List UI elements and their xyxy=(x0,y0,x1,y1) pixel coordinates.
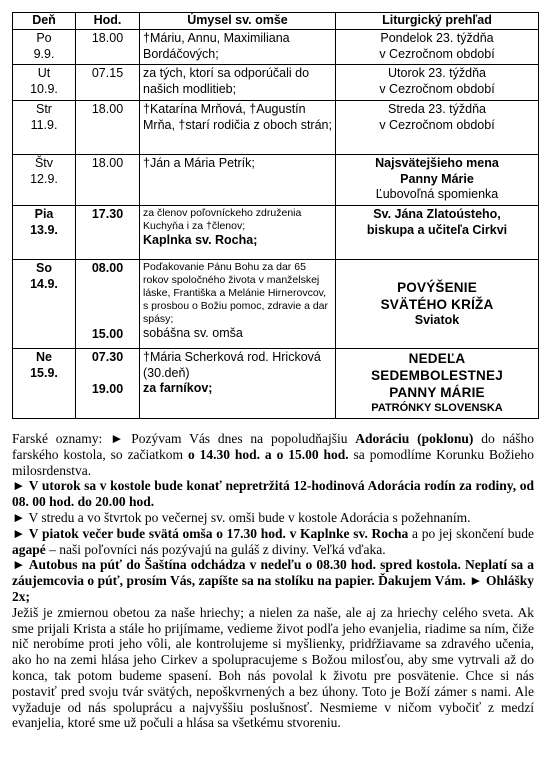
time-cell: 17.30 xyxy=(76,206,140,260)
liturgy-cell: Sv. Jána Zlatoústeho, biskupa a učiteľa Cirkvi xyxy=(336,206,539,260)
table-row xyxy=(13,101,539,155)
intention-cell: za členov poľovníckeho združenia Kuchyňa i za †členov; Kaplnka sv. Rocha; xyxy=(140,206,336,260)
day-cell: Pia 13.9. xyxy=(13,206,76,260)
table-row xyxy=(13,30,539,65)
intention-cell: †Katarína Mrňová, †Augustín Mrňa, †starí rodičia z oboch strán; xyxy=(140,101,336,155)
homily-text: Ježiš je zmiernou obetou za naše hriechy; a nielen za naše, ale aj za hriechy celého sveta. Ak sme prijali Krista a stále ho prijímame, vedieme život podľa jeho evanjelia, riadime sa ním, čiže nič nerobíme proti jeho vôli, ale kontrolujeme si myšlienky, pridŕžiavame sa zdravého učenia, ako ho na zemi hlása jeho Cirkev a spolupracujeme s Božou milosťou, aby sme vytrvali až do konca, tak potom budeme spasení. Boh nás povolal k životu pre posvätenie. Chce si nás postaviť pred svoju tvár svätých, nepoškvrnených a bez úhony. Toto je Boží zámer s nami. Ale vyžaduje od nás spoluprácu a najvyššiu poslušnosť. Nesmieme v ničom vybočiť z medzí evanjelia, ktoré sme už počuli a hlása sa všetkému stvoreniu. xyxy=(12,604,534,731)
intention-cell: za tých, ktorí sa odporúčali do našich modlitieb; xyxy=(140,65,336,101)
header-lit: Liturgický prehľad xyxy=(336,13,539,30)
announcement-friday: ► V piatok večer bude svätá omša o 17.30 hod. v Kaplnke sv. Rocha a po jej skončení bude agapé – naši poľovníci nás pozývajú na guláš z diviny. Veľká vďaka. xyxy=(12,525,534,557)
time-cell: 07.30 19.00 xyxy=(76,349,140,419)
liturgy-cell: Streda 23. týždňa v Cezročnom období xyxy=(336,101,539,155)
time-cell: 18.00 xyxy=(76,101,140,155)
announcement-adoration: Farské oznamy: ► Pozývam Vás dnes na popoludňajšiu Adoráciu (poklonu) do nášho farského kostola, so začiatkom o 14.30 hod. a o 15.00 hod. sa pomodlíme Korunku Božieho milosrdenstva. xyxy=(12,431,535,478)
schedule-table xyxy=(12,12,539,419)
table-row xyxy=(13,206,539,260)
intention-cell: †Ján a Mária Petrík; xyxy=(140,155,336,206)
time-cell: 08.00 15.00 xyxy=(76,260,140,349)
day-cell: So 14.9. xyxy=(13,260,76,349)
day-cell: Str 11.9. xyxy=(13,101,76,155)
announcement-pilgrimage: ► Autobus na púť do Šaštína odchádza v nedeľu o 08.30 hod. spred kostola. Neplatí sa a záujemcovia o púť, prosím Vás, zapíšte sa na stolíku na papier. Ďakujem Vám. ► Ohlášky 2x; xyxy=(12,557,534,604)
time-cell: 07.15 xyxy=(76,65,140,101)
liturgy-cell: Najsvätejšieho mena Panny Márie Ľubovoľná spomienka xyxy=(336,155,539,206)
day-cell: Po 9.9. xyxy=(13,30,76,65)
intention-cell: Poďakovanie Pánu Bohu za dar 65 rokov spoločného života v manželskej láske, Františka a Melánie Hirnerovcov, s prosbou o Božiu pomoc, zdravie a dar spásy; sobášna sv. omša xyxy=(140,260,336,349)
liturgy-cell: Pondelok 23. týždňa v Cezročnom období xyxy=(336,30,539,65)
time-cell: 18.00 xyxy=(76,30,140,65)
intention-cell: †Mária Scherková rod. Hricková (30.deň) za farníkov; xyxy=(140,349,336,419)
time-cell: 18.00 xyxy=(76,155,140,206)
liturgy-cell: NEDEĽA SEDEMBOLESTNEJ PANNY MÁRIE PATRÓNKY SLOVENSKA xyxy=(336,349,539,419)
table-header-row xyxy=(13,13,539,30)
header-hod: Hod. xyxy=(76,13,140,30)
day-cell: Ut 10.9. xyxy=(13,65,76,101)
day-cell: Ne 15.9. xyxy=(13,349,76,419)
liturgy-cell: POVÝŠENIE SVÄTÉHO KRÍŽA Sviatok xyxy=(336,260,539,349)
table-row xyxy=(13,349,539,419)
table-row xyxy=(13,155,539,206)
day-cell: Štv 12.9. xyxy=(13,155,76,206)
announcement-wed-thu: ► V stredu a vo štvrtok po večernej sv. omši bude v kostole Adorácia s požehnaním. xyxy=(12,509,471,525)
table-row xyxy=(13,260,539,349)
liturgy-cell: Utorok 23. týždňa v Cezročnom období xyxy=(336,65,539,101)
header-umysel: Úmysel sv. omše xyxy=(140,13,336,30)
header-den: Deň xyxy=(13,13,76,30)
table-row xyxy=(13,65,539,101)
announcement-tuesday: ► V utorok sa v kostole bude konať nepretržitá 12-hodinová Adorácia rodín za rodiny, od 08. 00 hod. do 20.00 hod. xyxy=(12,478,534,510)
intention-cell: †Máriu, Annu, Maximiliana Bordáčových; xyxy=(140,30,336,65)
parish-announcements xyxy=(12,431,534,731)
